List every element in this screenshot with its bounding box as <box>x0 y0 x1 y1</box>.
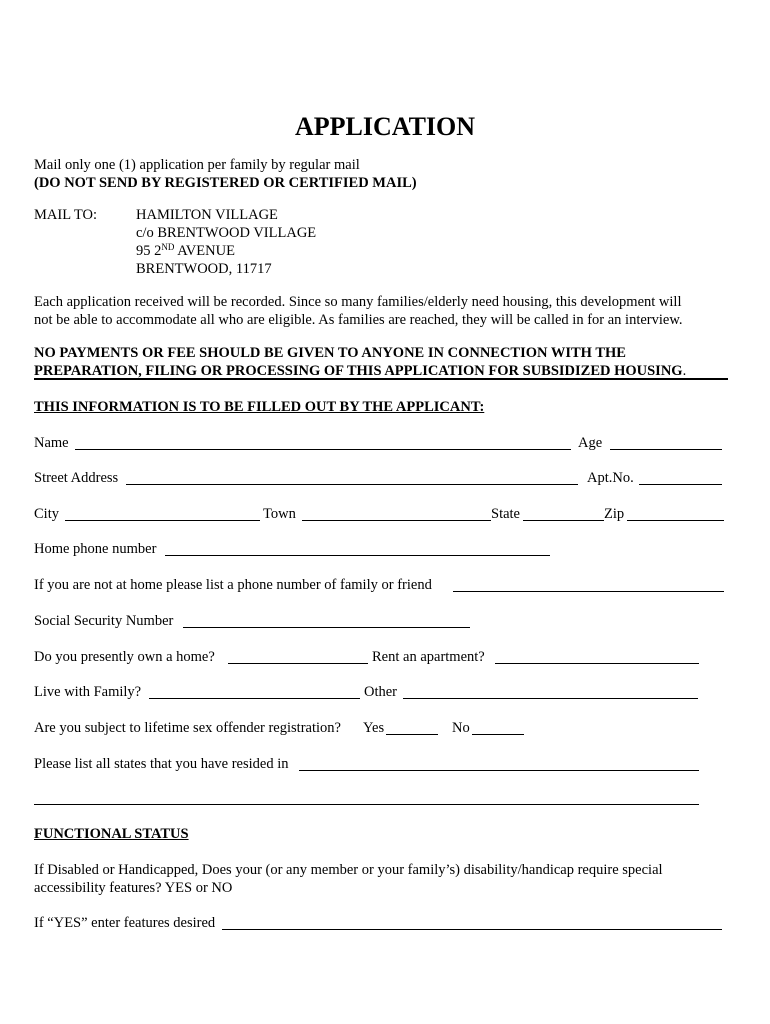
ssn-field[interactable] <box>183 627 470 628</box>
city-field[interactable] <box>65 520 260 521</box>
mail-instruction: Mail only one (1) application per family by regular mail <box>34 157 360 173</box>
functional-status-heading: FUNCTIONAL STATUS <box>34 826 189 842</box>
states-resided-label: Please list all states that you have resided in <box>34 756 289 772</box>
alternate-phone-field[interactable] <box>453 591 724 592</box>
apt-no-field[interactable] <box>639 484 722 485</box>
address-line-2: c/o BRENTWOOD VILLAGE <box>136 225 317 241</box>
no-label: No <box>452 720 470 736</box>
own-home-label: Do you presently own a home? <box>34 649 215 665</box>
row-features-desired <box>34 914 724 932</box>
home-phone-label: Home phone number <box>34 541 157 557</box>
mail-to-label: MAIL TO: <box>34 207 97 223</box>
row-ssn <box>34 612 724 630</box>
features-desired-field[interactable] <box>222 929 722 930</box>
row-housing <box>34 648 724 666</box>
payment-warning: NO PAYMENTS OR FEE SHOULD BE GIVEN TO ANYONE IN CONNECTION WITH THE PREPARATION, FILING OR PROCESSING OF THIS APPLICATION FOR SUBSIDIZED HOUSING. <box>34 345 687 379</box>
rent-label: Rent an apartment? <box>372 649 485 665</box>
alternate-phone-label: If you are not at home please list a phone number of family or friend <box>34 577 432 593</box>
other-label: Other <box>364 684 398 700</box>
page-title: APPLICATION <box>294 112 476 141</box>
row-home-phone <box>34 540 724 558</box>
other-field[interactable] <box>403 698 698 699</box>
ssn-label: Social Security Number <box>34 613 174 629</box>
applicant-section-heading: THIS INFORMATION IS TO BE FILLED OUT BY THE APPLICANT: <box>34 399 485 415</box>
age-label: Age <box>578 435 603 451</box>
offender-question: Are you subject to lifetime sex offender registration? <box>34 720 341 736</box>
states-resided-field[interactable] <box>299 770 699 771</box>
row-street-apt <box>34 469 724 487</box>
town-field[interactable] <box>302 520 491 521</box>
row-alternate-phone <box>34 576 724 594</box>
row-name-age <box>34 434 724 452</box>
yes-label: Yes <box>363 720 385 736</box>
home-phone-field[interactable] <box>165 555 550 556</box>
mail-warning: (DO NOT SEND BY REGISTERED OR CERTIFIED MAIL) <box>34 175 417 191</box>
state-field[interactable] <box>523 520 604 521</box>
info-paragraph: Each application received will be recorded. Since so many families/elderly need housing, this development will not be able to accommodate all who are eligible. As families are reached, they will be called in for an interview. <box>34 294 683 328</box>
no-field[interactable] <box>472 734 524 735</box>
city-label: City <box>34 506 59 522</box>
live-with-family-field[interactable] <box>149 698 360 699</box>
apt-no-label: Apt.No. <box>587 470 634 486</box>
name-label: Name <box>34 435 69 451</box>
row-states-resided-continued <box>34 789 724 807</box>
row-states-resided <box>34 755 724 773</box>
disability-question: If Disabled or Handicapped, Does your (or any member or your family’s) disability/handicap require special accessibility features? YES or NO <box>34 862 663 896</box>
state-label: State <box>491 506 520 522</box>
row-living <box>34 683 724 701</box>
own-home-field[interactable] <box>228 663 368 664</box>
mail-to-address <box>136 206 316 278</box>
address-line-1: HAMILTON VILLAGE <box>136 207 278 223</box>
states-resided-field-continued[interactable] <box>34 804 699 805</box>
street-address-label: Street Address <box>34 470 119 486</box>
town-label: Town <box>263 506 296 522</box>
address-line-4: BRENTWOOD, 11717 <box>136 261 272 277</box>
row-offender-registration <box>34 719 724 737</box>
name-field[interactable] <box>75 449 571 450</box>
zip-field[interactable] <box>627 520 724 521</box>
zip-label: Zip <box>604 506 625 522</box>
age-field[interactable] <box>610 449 722 450</box>
divider <box>34 378 728 380</box>
address-line-3: 95 2ND AVENUE <box>136 242 235 259</box>
street-address-field[interactable] <box>126 484 578 485</box>
yes-field[interactable] <box>386 734 438 735</box>
live-with-family-label: Live with Family? <box>34 684 142 700</box>
rent-field[interactable] <box>495 663 699 664</box>
features-desired-label: If “YES” enter features desired <box>34 915 216 931</box>
row-city-town-state-zip <box>34 505 724 523</box>
